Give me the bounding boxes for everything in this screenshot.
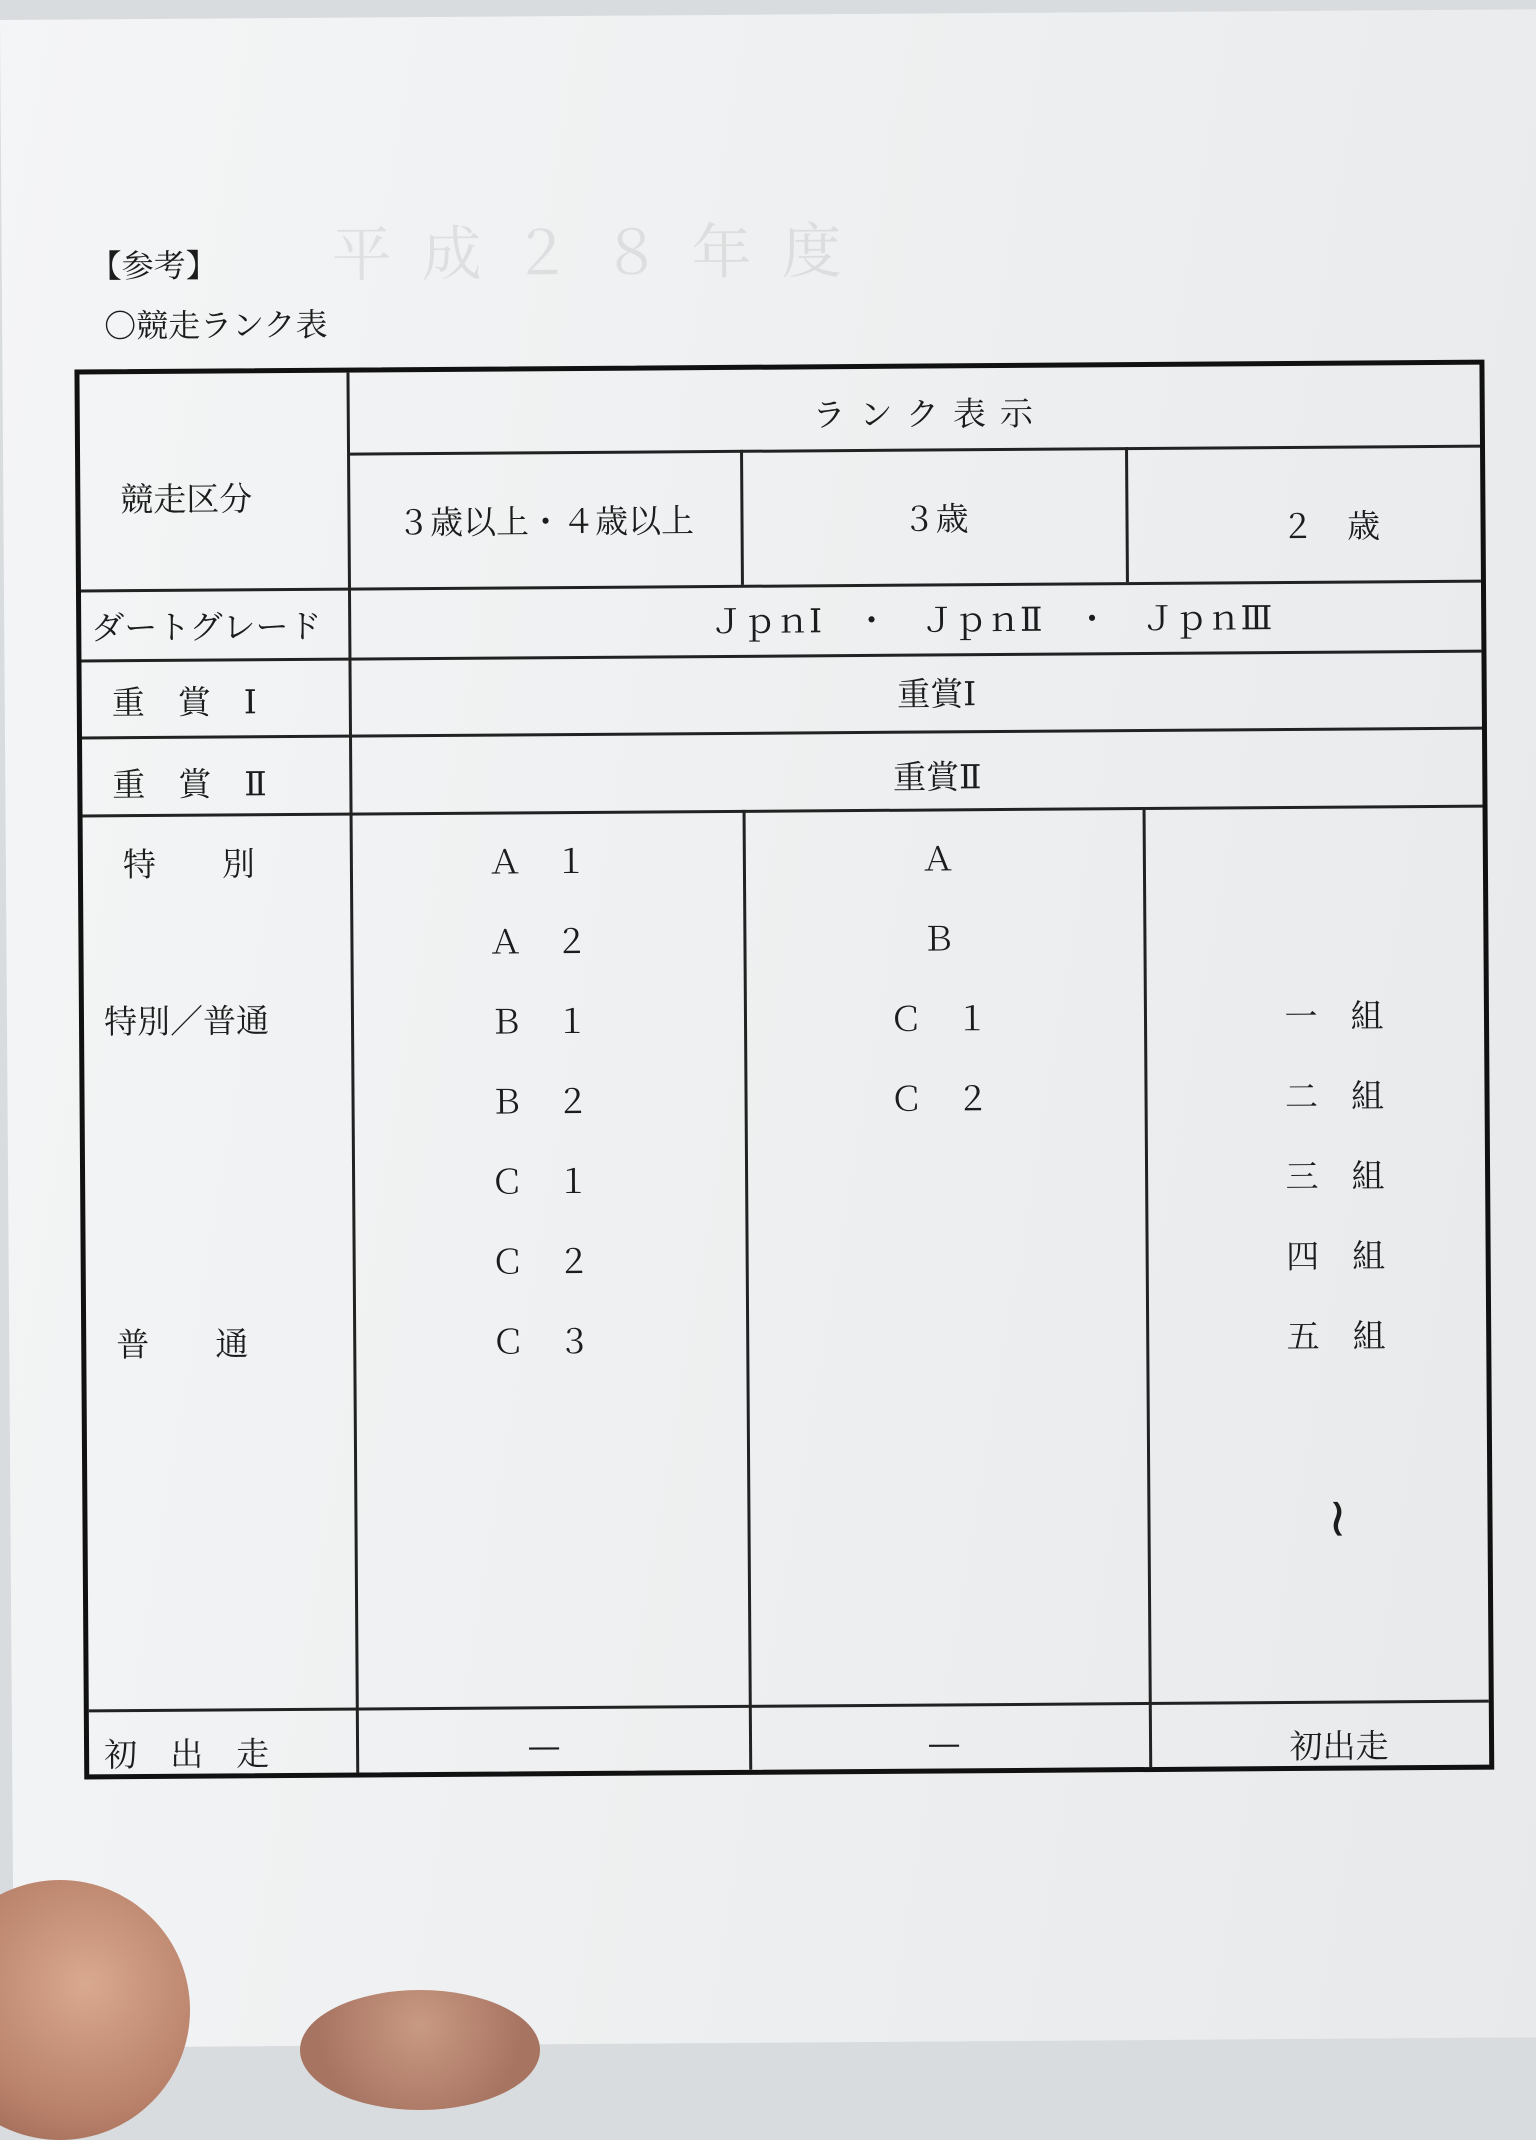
rank-display-header: ランク表示 [812,393,1048,435]
rank-col2: Ｃ ２ [889,1079,990,1119]
rank-col3: 三 組 [1285,1156,1385,1197]
jusho-2-value: 重賞Ⅱ [892,757,982,797]
table-divider [350,445,1480,456]
table-divider [743,810,753,1770]
rank-col1: Ｃ ３ [491,1321,591,1362]
rank-col1: Ｂ １ [489,1001,589,1042]
row-label-dirt-grade: ダートグレード [91,606,322,648]
rank-col3: 四 組 [1286,1236,1386,1277]
row-label-futsu: 普 通 [116,1324,249,1365]
race-rank-table [74,360,1494,1780]
jusho-1-value: 重賞Ⅰ [897,674,977,714]
rank-col2: Ｂ [921,919,956,959]
table-divider [81,580,1481,593]
table-divider [83,805,1483,818]
table-divider [89,1700,1489,1713]
first-start-col1: — [527,1726,561,1766]
table-divider [346,373,359,1773]
rank-col1: Ｃ ２ [491,1241,591,1282]
age-column-header: ３歳 [902,499,969,539]
document-page [0,9,1536,2048]
rank-col2: Ａ [921,839,955,879]
rank-col1: Ｂ ２ [489,1081,590,1122]
row-label-tokubetsu: 特 別 [122,844,256,885]
reference-label: 【参考】 [89,246,218,286]
rank-col3: 一 組 [1284,996,1384,1037]
row-label-jusho-1: 重 賞 Ⅰ [111,682,257,723]
rank-col3: 二 組 [1284,1076,1385,1117]
continuation-mark: ≀ [1327,1485,1348,1549]
table-divider [82,727,1482,740]
row-label-jusho-2: 重 賞 Ⅱ [112,764,267,805]
rank-col3: 五 組 [1286,1316,1386,1357]
first-start-col2: — [927,1723,961,1763]
page-title: 〇競走ランク表 [104,305,328,346]
race-category-header: 競走区分 [120,479,253,520]
rank-col1: Ａ ２ [488,921,589,962]
table-divider [81,650,1481,663]
rank-col1: Ｃ １ [490,1161,590,1202]
row-label-tokubetsu-futsu: 特別／普通 [103,1001,270,1042]
rank-col2: Ｃ １ [889,999,989,1039]
table-divider [1125,447,1129,582]
dirt-grade-value: ＪｐｎⅠ ・ ＪｐｎⅡ ・ ＪｐｎⅢ [709,598,1273,642]
row-label-first-start: 初 出 走 [103,1734,270,1775]
bleed-through-text: 平成２８年度 [331,216,872,291]
age-column-header: ２ 歳 [1280,506,1381,547]
finger-photo-artifact [300,1990,540,2110]
first-start-col3: 初出走 [1289,1726,1389,1767]
age-column-header: ３歳以上・４歳以上 [396,501,695,543]
table-divider [740,450,744,585]
rank-col1: Ａ １ [488,841,588,882]
table-divider [1143,807,1153,1767]
